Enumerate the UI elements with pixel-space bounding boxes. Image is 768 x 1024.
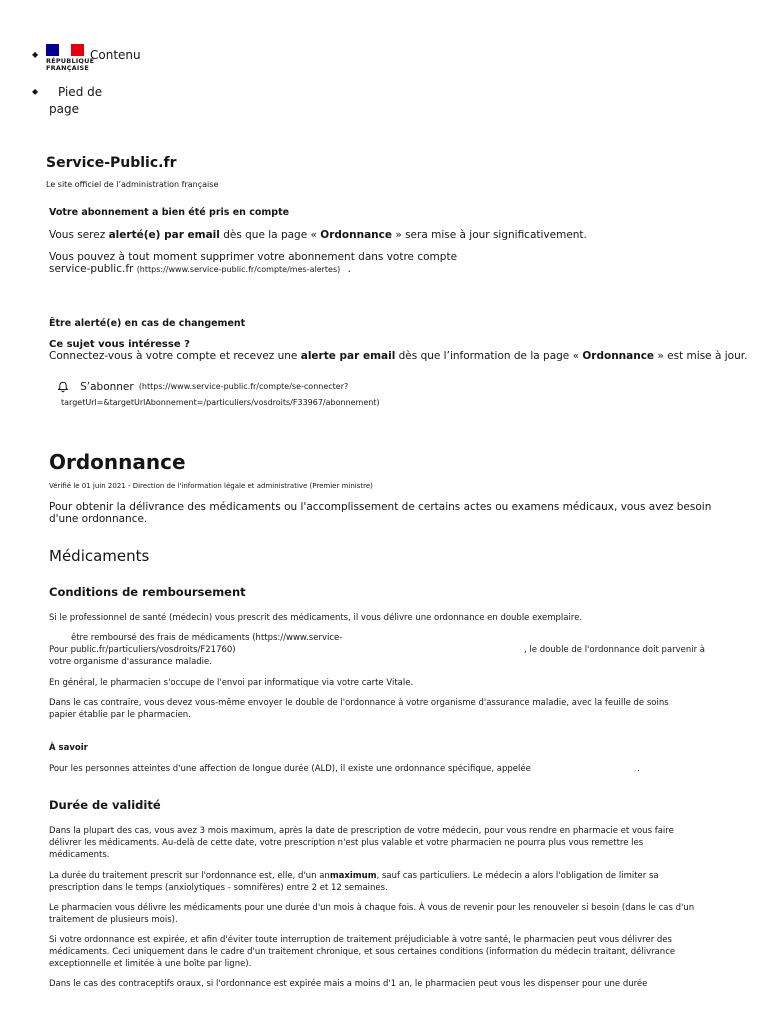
- site-tagline: Le site officiel de l’administration française: [46, 180, 219, 189]
- paragraph-3-mois-line3: médicaments.: [49, 850, 110, 860]
- a-savoir-text: Pour les personnes atteintes d'une affection de longue durée (ALD), il existe une ordonnance spécifique, appelée .: [49, 764, 640, 774]
- subsection-heading-conditions: Conditions de remboursement: [49, 585, 246, 599]
- paragraph-expiree-line3: exceptionnelle et limitée à une boîte par ligne).: [49, 959, 252, 969]
- paragraph-prescription: Si le professionnel de santé (médecin) vous prescrit des médicaments, il vous délivre une ordonnance en double exemplaire.: [49, 613, 583, 623]
- subscribe-link[interactable]: S’abonner (https://www.service-public.fr/compte/se-connecter?: [57, 376, 348, 395]
- paragraph-expiree-line2: médicaments. Ceci uniquement dans le cadre d'un traitement chronique, et sous certaines conditions (information du médecin traitant, délivrance: [49, 947, 676, 957]
- paragraph-duree-traitement-line2: prescription dans le temps (anxiolytiques - somnifères) entre 2 et 12 semaines.: [49, 883, 388, 893]
- a-savoir-title: À savoir: [49, 743, 88, 753]
- paragraph-carte-vitale: En général, le pharmacien s'occupe de l'envoi par informatique via votre carte Vitale.: [49, 678, 414, 688]
- paragraph-expiree-line1: Si votre ordonnance est expirée, et afin d'éviter toute interruption de traitement préjudiciable à votre santé, le pharmacien peut vous délivrer des: [49, 935, 672, 945]
- intro-line2: d'une ordonnance.: [49, 513, 148, 525]
- paragraph-contraceptifs: Dans le cas des contraceptifs oraux, si l'ordonnance est expirée mais a moins d'1 an, le pharmacien peut vous les dispenser pour une durée: [49, 979, 648, 989]
- bell-icon: [57, 381, 69, 393]
- remboursement-link-line2[interactable]: public.fr/particuliers/vosdroits/F21760): [70, 645, 236, 655]
- account-link-url: (https://www.service-public.fr/compte/mes-alertes): [136, 265, 341, 274]
- intro-line1: Pour obtenir la délivrance des médicaments ou l'accomplissement de certains actes ou examens médicaux, vous avez besoin: [49, 501, 712, 513]
- subscription-manage-text: Vous pouvez à tout moment supprimer votre abonnement dans votre compte: [49, 251, 458, 263]
- subscription-message: Vous serez alerté(e) par email dès que la page « Ordonnance » sera mise à jour significativement.: [49, 229, 587, 241]
- section-heading-medicaments: Médicaments: [49, 547, 150, 565]
- remboursement-link-line1[interactable]: être remboursé des frais de médicaments (https://www.service-: [71, 633, 343, 643]
- paragraph-duree-traitement-line1: La durée du traitement prescrit sur l'ordonnance est, elle, d'un anmaximum, sauf cas particuliers. Le médecin a alors l'obligation de limiter sa: [49, 871, 659, 881]
- subscription-title: Votre abonnement a bien été pris en compte: [49, 207, 290, 218]
- site-name[interactable]: Service-Public.fr: [46, 155, 177, 171]
- paragraph-double-ordonnance: Pour public.fr/particuliers/vosdroits/F21760) , le double de l'ordonnance doit parvenir à: [49, 645, 706, 655]
- alert-subtitle: Ce sujet vous intéresse ?: [49, 339, 190, 350]
- paragraph-cas-contraire-line2: papier établie par le pharmacien.: [49, 710, 191, 720]
- subsection-heading-duree: Durée de validité: [49, 798, 161, 812]
- page-title: Ordonnance: [49, 450, 186, 474]
- bullet-icon: ◆: [32, 87, 39, 96]
- paragraph-cas-contraire-line1: Dans le cas contraire, vous devez vous-même envoyer le double de l'ordonnance à votre organisme d'assurance maladie, avec la feuille de soins: [49, 698, 669, 708]
- paragraph-organisme: votre organisme d'assurance maladie.: [49, 657, 212, 667]
- alert-title: Être alerté(e) en cas de changement: [49, 318, 246, 329]
- paragraph-pharmacien-line2: traitement de plusieurs mois).: [49, 915, 178, 925]
- account-link[interactable]: service-public.fr: [49, 263, 134, 275]
- bullet-icon: ◆: [32, 50, 39, 59]
- verified-date: Vérifié le 01 juin 2021 - Direction de l'information légale et administrative (Premier ministre): [49, 482, 373, 490]
- subscribe-link-url[interactable]: targetUrl=&targetUrlAbonnement=/particuliers/vosdroits/F33967/abonnement): [61, 398, 380, 407]
- subscription-manage-line: service-public.fr (https://www.service-public.fr/compte/mes-alertes) .: [49, 263, 351, 275]
- paragraph-pharmacien-line1: Le pharmacien vous délivre les médicaments pour une durée d'un mois à chaque fois. À vous de revenir pour les renouveler si besoin (dans le cas d'un: [49, 903, 695, 913]
- paragraph-3-mois-line1: Dans la plupart des cas, vous avez 3 mois maximum, après la date de prescription de votre médecin, pour vous rendre en pharmacie et vous faire: [49, 826, 674, 836]
- logo-text-line1: RÉPUBLIQUE: [46, 57, 95, 65]
- alert-text: Connectez-vous à votre compte et recevez une alerte par email dès que l’information de la page « Ordonnance » est mise à jour.: [49, 350, 748, 362]
- republique-francaise-logo[interactable]: [46, 44, 94, 72]
- paragraph-3-mois-line2: délivrer les médicaments. Au-delà de cette date, votre prescription n'est plus valable et votre pharmacien ne pourra plus vous remettre les: [49, 838, 644, 848]
- flag-icon: [46, 44, 84, 56]
- logo-text-line2: FRANÇAISE: [46, 64, 90, 72]
